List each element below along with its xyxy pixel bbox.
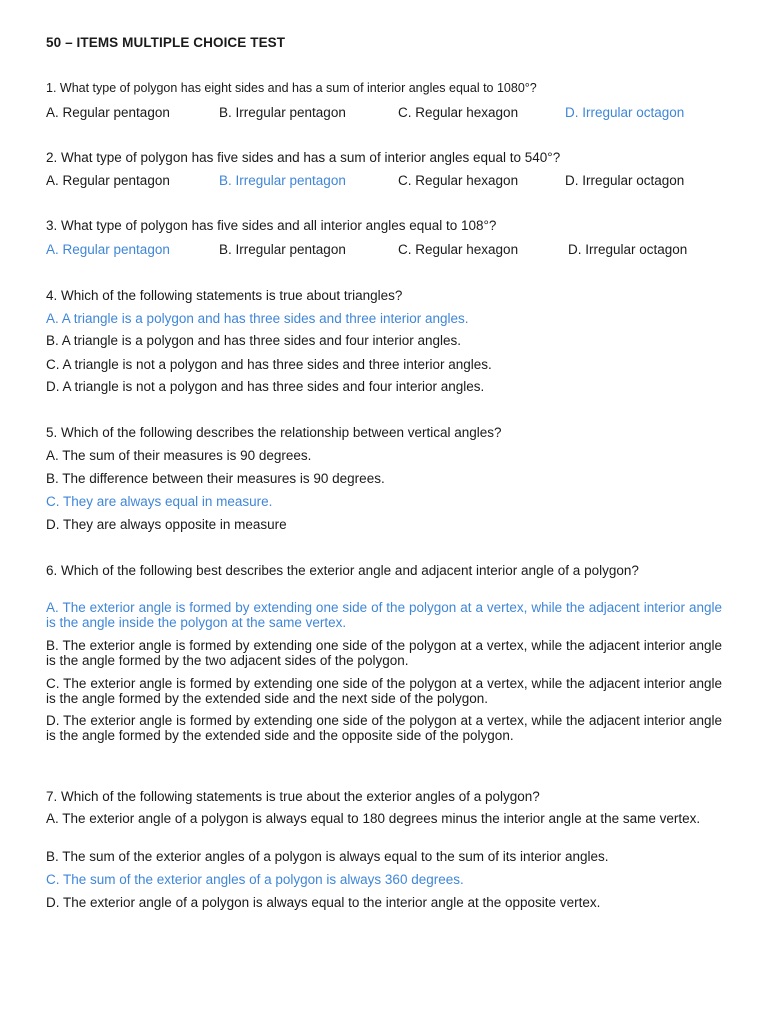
q7-option-c-answer: C. The sum of the exterior angles of a polygon is always 360 degrees. <box>46 872 464 887</box>
q7-option-a: A. The exterior angle of a polygon is always equal to 180 degrees minus the interior angle at the same vertex. <box>46 811 701 826</box>
q6-option-b: B. The exterior angle is formed by extending one side of the polygon at a vertex, while the adjacent interior angle is the angle formed by the two adjacent sides of the polygon. <box>46 638 722 668</box>
q1-option-a: A. Regular pentagon <box>46 105 170 120</box>
q4-option-d: D. A triangle is not a polygon and has three sides and four interior angles. <box>46 379 485 394</box>
question-3-text: 3. What type of polygon has five sides and all interior angles equal to 108°? <box>46 218 497 233</box>
q6-option-a-answer: A. The exterior angle is formed by extending one side of the polygon at a vertex, while the adjacent interior angle is the angle inside the polygon at the same vertex. <box>46 600 722 630</box>
q2-option-a: A. Regular pentagon <box>46 173 170 188</box>
q7-option-b: B. The sum of the exterior angles of a polygon is always equal to the sum of its interior angles. <box>46 849 609 864</box>
q3-option-b: B. Irregular pentagon <box>219 242 346 257</box>
q5-option-b: B. The difference between their measures is 90 degrees. <box>46 471 385 486</box>
q2-option-b-answer: B. Irregular pentagon <box>219 173 346 188</box>
q2-option-c: C. Regular hexagon <box>398 173 519 188</box>
page-title: 50 – ITEMS MULTIPLE CHOICE TEST <box>46 35 286 50</box>
q3-option-c: C. Regular hexagon <box>398 242 519 257</box>
q5-option-d: D. They are always opposite in measure <box>46 517 287 532</box>
q6-option-d: D. The exterior angle is formed by extending one side of the polygon at a vertex, while the adjacent interior angle is the angle formed by the extended side and the opposite side of the polygon. <box>46 713 722 743</box>
question-2-text: 2. What type of polygon has five sides and has a sum of interior angles equal to 540°? <box>46 150 561 165</box>
q7-option-d: D. The exterior angle of a polygon is always equal to the interior angle at the opposite vertex. <box>46 895 601 910</box>
q3-option-d: D. Irregular octagon <box>568 242 688 257</box>
q2-option-d: D. Irregular octagon <box>565 173 685 188</box>
question-4-text: 4. Which of the following statements is true about triangles? <box>46 288 403 303</box>
q1-option-c: C. Regular hexagon <box>398 105 519 120</box>
q1-option-d-answer: D. Irregular octagon <box>565 105 685 120</box>
q5-option-a: A. The sum of their measures is 90 degrees. <box>46 448 312 463</box>
question-6-text: 6. Which of the following best describes the exterior angle and adjacent interior angle of a polygon? <box>46 563 639 578</box>
q5-option-c-answer: C. They are always equal in measure. <box>46 494 273 509</box>
q4-option-b: B. A triangle is a polygon and has three sides and four interior angles. <box>46 333 462 348</box>
q6-option-c: C. The exterior angle is formed by extending one side of the polygon at a vertex, while the adjacent interior angle is the angle formed by the extended side and the next side of the polygon. <box>46 676 722 706</box>
q4-option-c: C. A triangle is not a polygon and has three sides and three interior angles. <box>46 357 492 372</box>
q1-option-b: B. Irregular pentagon <box>219 105 346 120</box>
q3-option-a-answer: A. Regular pentagon <box>46 242 170 257</box>
question-1-text: 1. What type of polygon has eight sides and has a sum of interior angles equal to 1080°? <box>46 81 537 95</box>
question-7-text: 7. Which of the following statements is true about the exterior angles of a polygon? <box>46 789 540 804</box>
q4-option-a-answer: A. A triangle is a polygon and has three sides and three interior angles. <box>46 311 469 326</box>
question-5-text: 5. Which of the following describes the relationship between vertical angles? <box>46 425 502 440</box>
